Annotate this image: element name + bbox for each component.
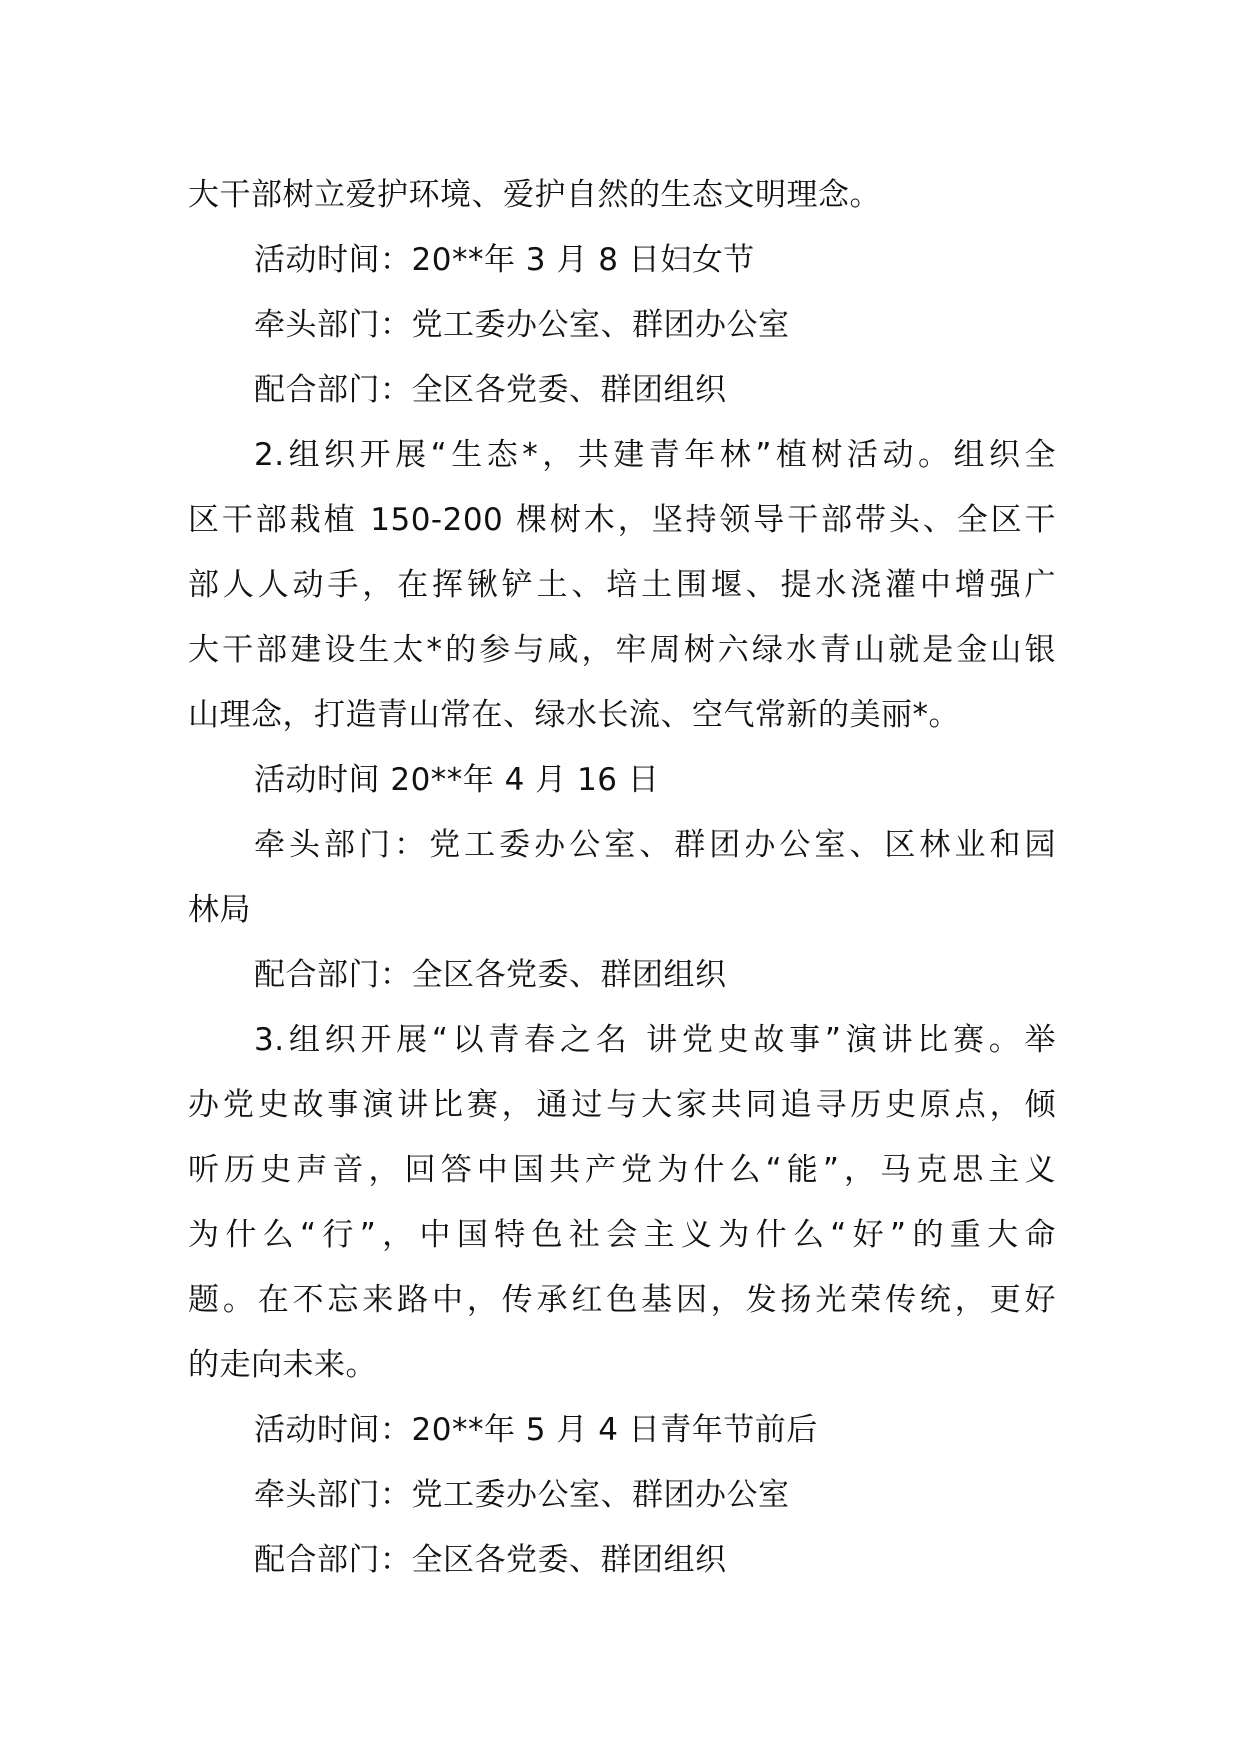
text-line: 办党史故事演讲比赛，通过与大家共同追寻历史原点，倾 [188,1087,1056,1123]
text-line: 活动时间：20**年 3 月 8 日妇女节 [254,242,755,278]
text-line: 牵头部门：党工委办公室、群团办公室 [254,307,790,343]
text-line: 活动时间 20**年 4 月 16 日 [254,762,660,798]
text-line: 的走向未来。 [188,1347,377,1383]
text-line: 山理念，打造青山常在、绿水长流、空气常新的美丽*。 [188,697,960,733]
text-line: 区干部栽植 150-200 棵树木，坚持领导干部带头、全区干 [188,502,1056,538]
text-line: 牵头部门：党工委办公室、群团办公室、区林业和园 [254,827,1056,863]
text-line: 大干部建设生太*的参与咸，牢周树六绿水青山就是金山银 [188,632,1056,668]
text-line: 为什么“行”，中国特色社会主义为什么“好”的重大命 [188,1217,1056,1253]
text-line: 林局 [188,892,251,928]
text-line: 听历史声音，回答中国共产党为什么“能”，马克思主义 [188,1152,1056,1188]
text-line: 牵头部门：党工委办公室、群团办公室 [254,1477,790,1513]
body-text [188,163,1056,1593]
text-line: 配合部门：全区各党委、群团组织 [254,372,727,408]
text-line: 2.组织开展“生态*，共建青年林”植树活动。组织全 [254,437,1056,473]
text-line: 题。在不忘来路中，传承红色基因，发扬光荣传统，更好 [188,1282,1056,1318]
text-line: 配合部门：全区各党委、群团组织 [254,1542,727,1578]
text-line: 部人人动手，在挥锹铲土、培土围堰、提水浇灌中增强广 [188,567,1056,603]
text-line: 3.组织开展“以青春之名 讲党史故事”演讲比赛。举 [254,1022,1056,1058]
text-line: 活动时间：20**年 5 月 4 日青年节前后 [254,1412,818,1448]
text-line: 大干部树立爱护环境、爱护自然的生态文明理念。 [188,177,881,213]
text-line: 配合部门：全区各党委、群团组织 [254,957,727,993]
